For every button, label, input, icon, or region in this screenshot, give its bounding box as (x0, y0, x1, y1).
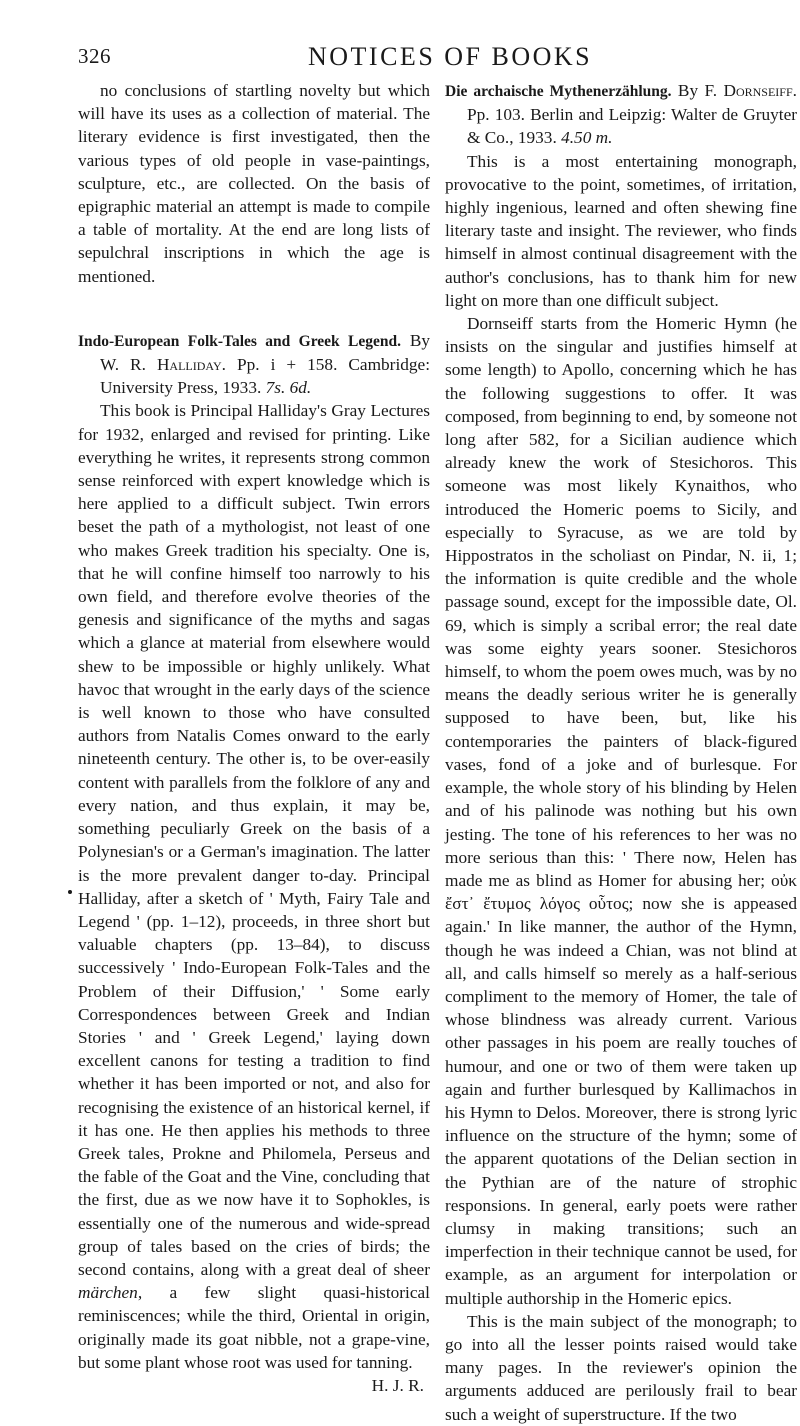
continued-paragraph: no conclusions of startling novelty but which will have its uses as a collection of material. The literary evidence is first investigated, then the various types of old people in vase-paintings, sculpture, etc., are collected. On the basis of epigraphic material an attempt is made to compile a table of mortality. At the end are long lists of sepulchral inscriptions in which the age is mentioned. (78, 81, 430, 286)
greek-quotation: οὐκ ἔστ᾽ ἔτυμος λόγος οὗτος (445, 870, 797, 914)
book-author: Halliday (156, 355, 222, 375)
book-title: Indo-European Folk-Tales and Greek Legend. (78, 332, 402, 350)
margin-mark (68, 890, 72, 894)
review-body-halliday: This book is Principal Halliday's Gray Lectures for 1932, enlarged and revised for printing. Like everything he writes, it represents strong common sense reinforced with expert knowledge which is here applied to a difficult subject. Twin errors beset the path of a mythologist, not least of one who makes Greek tradition his specialty. One is, that he will confine himself too narrowly to his own field, and therefore evolve theories of the genesis and significance of the myths and sagas which a glance at material from elsewhere would shew to be impossible or highly unlikely. What havoc that wrought in the early days of the science is well known to those who have consulted authors from Natalis Comes onward to the early nineteenth century. The other is, to be over-easily content with parallels from the folklore of any and every nation, and thus explain, it may be, something peculiarly Greek on the basis of a Polynesian's or a German's imagination. The latter is the more prevalent danger to-day. Principal Halliday, after a sketch of ' Myth, Fairy Tale and Legend ' (pp. 1–12), proceeds, in three short but valuable chapters (pp. 13–84), to discuss successively ' Indo-European Folk-Tales and the Problem of their Diffusion,' ' Some early Correspondences between Greek and Indian Stories ' and ' Greek Legend,' laying down excellent canons for testing a tradition to find whether it has been imported or not, and also for recognising the existence of an historical kernel, if it has one. He then applies his methods to three Greek tales, Prokne and Philomela, Perseus and the fable of the Goat and the Vine, concluding that the first, due as we now have it to Sophokles, is essentially one of the numerous and wide-spread group of tales based on the cries of birds; the second contains, along with a great deal of sheer märchen, a few slight quasi-historical reminiscences; while the third, Oriental in origin, originally made its goat nibble, not a grape-vine, but some plant whose root was used for tanning. H. J. R. (78, 399, 430, 1397)
review-paragraph-3: This is the main subject of the monograph; to go into all the lesser points raised would take many pages. In the reviewer's opinion the arguments adduced are perilously frail to bear such a weight of superstructure. If the two (445, 1311, 797, 1424)
page-header (78, 44, 798, 84)
review-paragraph-2: Dornseiff starts from the Homeric Hymn (he insists on the singular and justifies himself at some length) to Apollo, concerning which he has the following suggestions to offer. It was composed, from beginning to end, by someone not long after 582, for a Sicilian audience which already knew the work of Stesichoros. This someone was most likely Kynaithos, who introduced the Homeric poems to Sicily, and especially to Syracuse, as we are told by Hippostratos in the scholiast on Pindar, N. ii, 1; the information is quite credible and the whole passage sound, except for the impossible date, Ol. 69, which is simply a scribal error; the real date was some eighty years sooner. Stesichoros himself, to whom the poem owes much, was by no means the deadly serious writer he is generally supposed to have been, but, like his contemporaries the painters of black-figured vases, fond of a joke and of burlesque. For example, the whole story of his blinding by Helen and of his palinode was nothing but his own jesting. The tone of his references to her was no more serious than this: ' There now, Helen has made me as blind as Homer for abusing her; οὐκ ἔστ᾽ ἔτυμος λόγος οὗτος; now she is appeased again.' In like manner, the author of the Hymn, though he was indeed a Chian, was not blind at all, and calls himself so merely as a half-serious compliment to the memory of Homer, the tale of whose blindness was already current. Various other passages in his poem are really touches of humour, and one or two of them were taken up again and further burlesqued by Kallimachos in his Hymn to Delos. Moreover, there is strong lyric influence on the structure of the hymn; some of the apparent quotations of the Delian section in the Pythian are of the nature of strophic responsions. In general, early poets were rather clumsy in making transitions; such an imperfection in their technique cannot be used, for example, as an argument for interpolation or multiple authorship in the Homeric epics. (445, 314, 797, 1308)
book-author: Dornseiff (723, 81, 793, 100)
book-price: 7s. 6d. (265, 378, 312, 398)
review-heading-dornseiff: Die archaische Mythenerzählung. By F. Dornseiff. Pp. 103. Berlin and Leipzig: Walter de Gruyter & Co., 1933. 4.50 m. (445, 81, 797, 148)
book-title: Die archaische Mythenerzählung. (445, 83, 672, 100)
book-price: 4.50 m. (561, 128, 613, 148)
book-publication: . Pp. 103. Berlin and Leipzig: Walter de Gruyter & Co., 1933. (467, 81, 797, 148)
review-paragraph-1: This is a most entertaining monograph, provocative to the point, sometimes, of irritation, highly ingenious, learned and often shewing fine literary taste and insight. The reviewer, who finds himself in almost continual disagreement with the author's conclusions, has to thank him for new light on more than one difficult subject. (445, 151, 797, 310)
running-head: NOTICES OF BOOKS (308, 42, 593, 71)
review-heading-halliday: Indo-European Folk-Tales and Greek Legend. By W. R. Halliday. Pp. i + 158. Cambridge: University Press, 1933. 7s. 6d. (78, 330, 430, 398)
right-column (445, 79, 797, 1426)
page-number: 326 (78, 44, 111, 68)
left-column (78, 79, 430, 1397)
book-publication: . Pp. i + 158. Cambridge: University Press, 1933. (100, 355, 430, 398)
reviewer-signature: H. J. R. (371, 1375, 424, 1395)
